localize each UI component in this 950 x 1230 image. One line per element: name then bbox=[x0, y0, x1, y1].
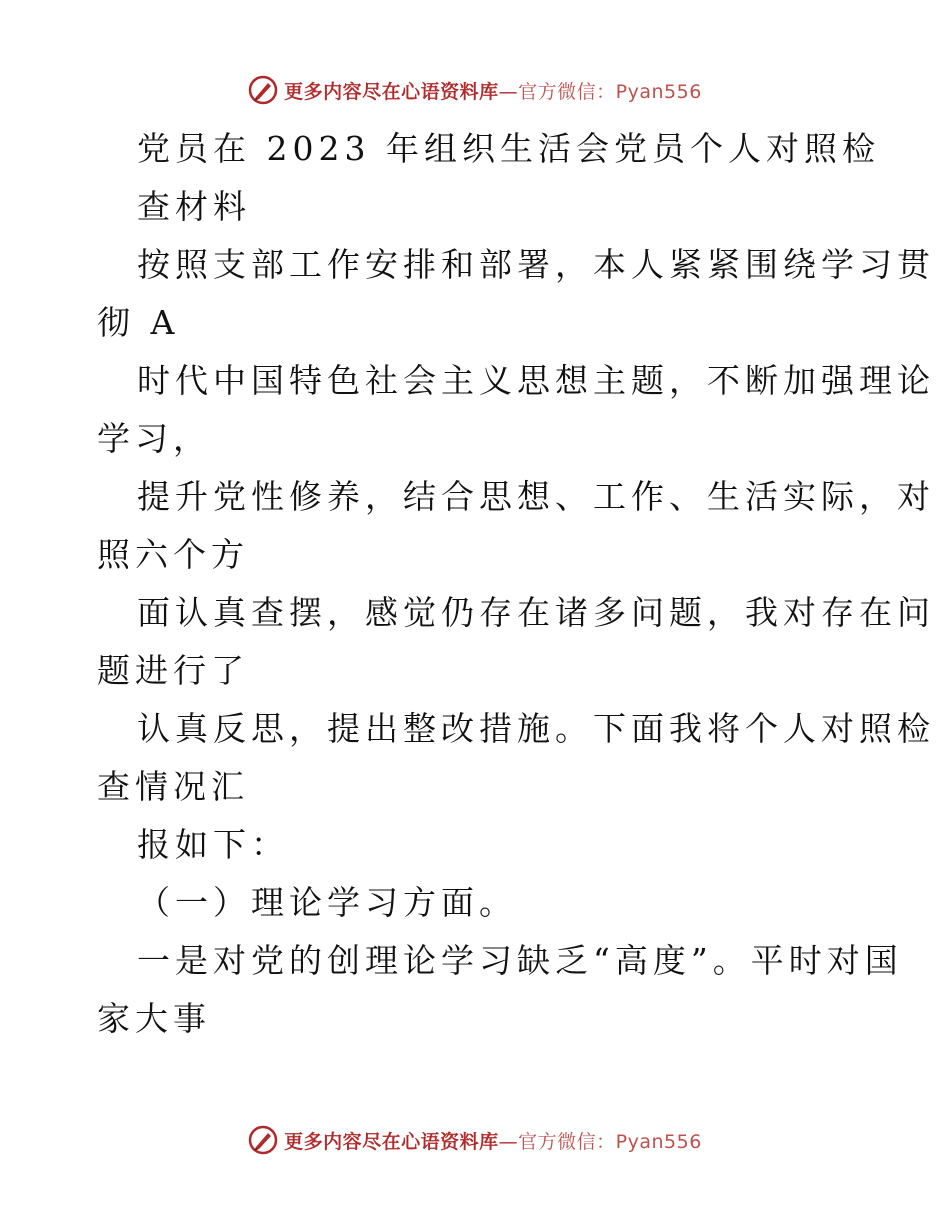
doc-paragraph-line: 提升党性修养，结合思想、工作、生活实际，对 bbox=[137, 477, 935, 516]
doc-paragraph-line: 题进行了 bbox=[97, 651, 249, 690]
doc-paragraph-line: 家大事 bbox=[97, 999, 211, 1038]
doc-paragraph-line: 一是对党的创理论学习缺乏“高度”。平时对国 bbox=[137, 941, 903, 980]
doc-title-line-2: 查材料 bbox=[137, 187, 251, 226]
watermark-text bbox=[284, 1127, 702, 1154]
doc-paragraph-line: 彻 A bbox=[97, 303, 180, 342]
doc-title-line-1: 党员在 2023 年组织生活会党员个人对照检 bbox=[137, 129, 880, 168]
watermark-separator: — bbox=[498, 1130, 519, 1153]
watermark-text bbox=[284, 77, 702, 104]
doc-paragraph-line: 报如下： bbox=[137, 825, 289, 864]
watermark-main-text: 更多内容尽在心语资料库 bbox=[284, 1130, 499, 1153]
header-watermark bbox=[0, 70, 950, 110]
pen-logo-icon bbox=[248, 1125, 278, 1155]
watermark-main-text: 更多内容尽在心语资料库 bbox=[284, 80, 499, 103]
watermark-separator: — bbox=[498, 80, 519, 103]
footer-watermark bbox=[0, 1120, 950, 1160]
watermark-contact: 官方微信：Pyan556 bbox=[518, 1130, 702, 1153]
doc-section-heading: （一）理论学习方面。 bbox=[137, 883, 517, 922]
doc-paragraph-line: 查情况汇 bbox=[97, 767, 249, 806]
doc-paragraph-line: 按照支部工作安排和部署，本人紧紧围绕学习贯 bbox=[137, 245, 935, 284]
pen-logo-icon bbox=[248, 75, 278, 105]
document-body bbox=[97, 120, 935, 1048]
doc-paragraph-line: 学习， bbox=[97, 419, 211, 458]
doc-paragraph-line: 认真反思，提出整改措施。下面我将个人对照检 bbox=[137, 709, 935, 748]
doc-paragraph-line: 照六个方 bbox=[97, 535, 249, 574]
watermark-contact: 官方微信：Pyan556 bbox=[518, 80, 702, 103]
doc-paragraph-line: 面认真查摆，感觉仍存在诸多问题，我对存在问 bbox=[137, 593, 935, 632]
doc-paragraph-line: 时代中国特色社会主义思想主题，不断加强理论 bbox=[137, 361, 935, 400]
